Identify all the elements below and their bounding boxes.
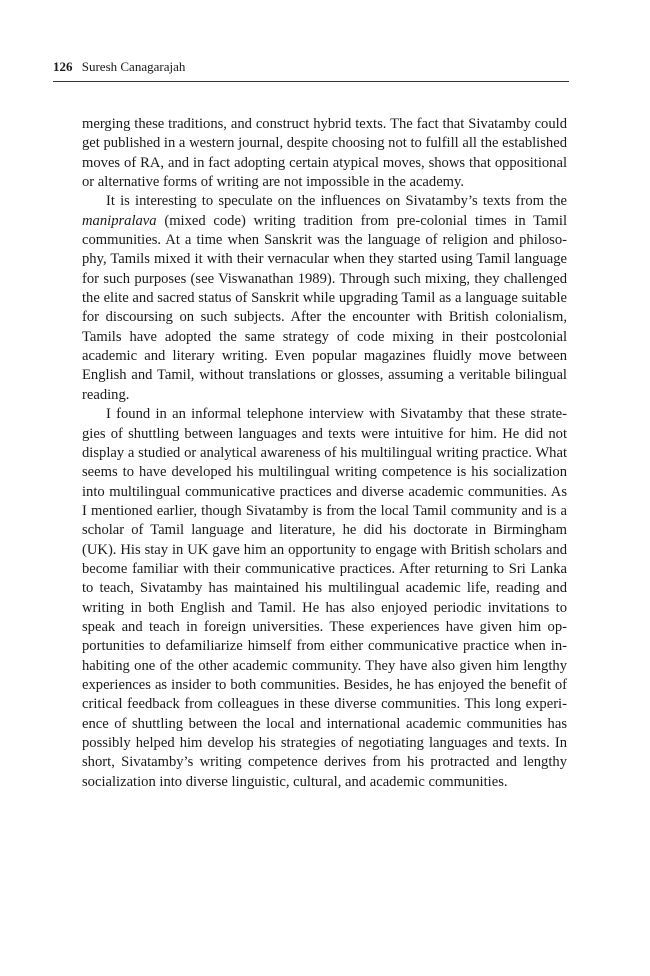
running-head-author: Suresh Canagarajah [81,59,186,74]
italic-term: manipralava [82,212,157,229]
paragraph-continued: merging these traditions, and construct hybrid texts. The fact that Sivatamby could get published in a western journal, despite choosing not to fulfill all the established moves of RA, and in fact adopting certain atypical moves, shows that oppositional or alternative forms of writing are not impossible in the academy. [82,116,567,191]
running-head [53,58,569,76]
header-rule [53,81,569,82]
paragraph-text: It is interesting to speculate on the influences on Sivatamby’s texts from the [106,193,567,210]
body-text [82,115,567,792]
paragraph-interview: I found in an informal telephone interview with Sivatamby that these strategies of shuttling between languages and texts were intuitive for him. He did not display a studied or analytical awareness of his multilingual writing practice. What seems to have developed his multilingual writing competence is his socialization into multilingual communicative practices and diverse academic communities. As I mentioned earlier, though Sivatamby is from the local Tamil community and is a scholar of Tamil language and literature, he did his doctorate in Birmingham (UK). His stay in UK gave him an opportunity to engage with British scholars and become familiar with their communicative practices. After returning to Sri Lanka to teach, Sivatamby has maintained his multilingual academic life, reading and writing in both English and Tamil. He has also enjoyed periodic invitations to speak and teach in foreign universities. These experiences have given him opportunities to defamiliarize himself from either communicative practice when inhabiting one of the other academic community. They have also given him lengthy experiences as insider to both communities. Besides, he has enjoyed the benefit of critical feedback from colleagues in these diverse communities. This long experience of shuttling between the local and international academic communities has possibly helped him develop his strategies of negotiating languages and texts. In short, Sivatamby’s writing competence derives from his protracted and lengthy socialization into diverse linguistic, cultural, and academic communities. [82,406,567,790]
paragraph-manipralava [82,192,567,405]
page-number: 126 [53,59,73,74]
paragraph-text: (mixed code) writing tradition from pre-colonial times in Tamil communities. At a time when Sanskrit was the language of religion and philosophy, Tamils mixed it with their vernacular when they started using Tamil language for such purposes (see Viswanathan 1989). Through such mixing, they challenged the elite and sacred status of Sanskrit while upgrading Tamil as a language suitable for discoursing on such subjects. After the encounter with British colonialism, Tamils have adopted the same strategy of code mixing in their postcolonial academic and literary writing. Even popular magazines fluidly move between English and Tamil, without translations or glosses, assuming a veritable bilingual reading. [82,212,567,403]
